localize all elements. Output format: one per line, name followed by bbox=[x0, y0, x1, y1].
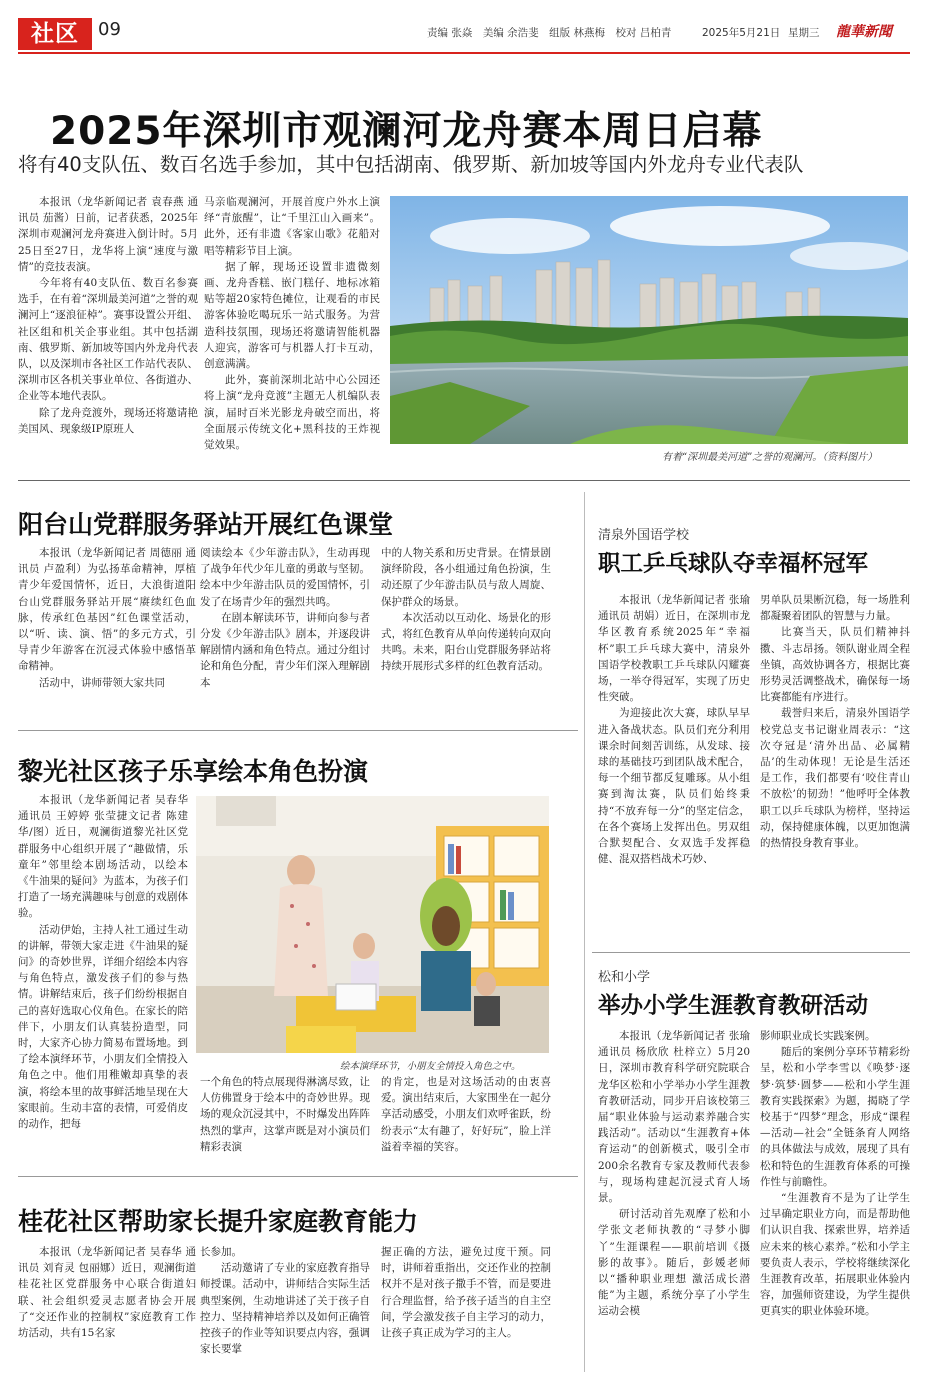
yangtaishan-column-1 bbox=[18, 545, 196, 715]
kids-photo-caption: 绘本演绎环节，小朋友全情投入角色之中。 bbox=[340, 1061, 521, 1072]
article-headline-qingquan: 职工乒乓球队夺幸福杯冠军 bbox=[598, 551, 869, 577]
paragraph: 本报讯（龙华新闻记者 周德丽 通讯员 卢盈利）为弘扬革命精神，厚植青少年爱国情怀，近日，大浪街道阳台山党群服务驿站开展“赓续红色血脉，传承红色基因”红色课堂活动，以“听、读、演、悟”的多元方式，引导青少年游客在沉浸式体验中感悟革命精神。 bbox=[18, 547, 196, 673]
article-headline-liguang: 黎光社区孩子乐享绘本角色扮演 bbox=[18, 757, 369, 786]
lead-column-1 bbox=[18, 194, 198, 464]
paragraph: 长参加。 bbox=[200, 1246, 242, 1258]
lead-column-2 bbox=[204, 194, 380, 464]
paragraph: 比赛当天，队员们精神抖擞、斗志昂扬。领队谢业周全程坐镇，高效协调各方，根据比赛形势灵活调整战术，确保每一场比赛都能有序进行。 bbox=[760, 626, 910, 704]
header-rule bbox=[18, 52, 910, 54]
paragraph: 为迎接此次大赛，球队早早进入备战状态。队员们充分利用课余时间刻苦训练，从发球、接球的基础技巧到团队战术配合，每一个细节都反复雕琢。从小组赛到淘汰赛，队员们始终秉持“不放弃每一分”的坚定信念，在各个赛场上发挥出色。男双组合默契配合、女双选手发挥稳健、混双搭档战术巧妙、 bbox=[598, 707, 750, 866]
page-number: 09 bbox=[98, 19, 121, 40]
paragraph: “生涯教育不是为了让学生过早确定职业方向，而是帮助他们认识自我、探索世界，培养适应未来的核心素养。”松和小学主要负责人表示，学校将继续深化生涯教育改革，拓展职业体验内容，加强师资建设，为学生提供更真实的职业体验环境。 bbox=[760, 1192, 910, 1318]
paragraph: 在剧本解读环节，讲师向参与者分发《少年游击队》剧本，并逐段讲解剧情内涵和角色特点。通过分组讨论和角色分配，青少年们深入理解剧本 bbox=[200, 611, 370, 689]
paragraph: 的肯定，也是对这场活动的由衷喜爱。演出结束后，大家围坐在一起分享活动感受，小朋友们欢呼雀跃，纷纷表示“太有趣了，好好玩”，脸上洋溢着幸福的笑容。 bbox=[381, 1076, 551, 1153]
liguang-column-2 bbox=[200, 1074, 370, 1164]
guihua-column-1 bbox=[18, 1244, 196, 1374]
songhe-column-1 bbox=[598, 1028, 750, 1372]
paragraph: 今年将有40支队伍、数百名参赛选手，在有着“深圳最美河道”之誉的观澜河上“逐浪征棹”。赛事设置公开组、社区组和机关企事业组。其中包括湖南、俄罗斯、新加坡等国内外龙舟代表队，以及深圳市各社区工作站代表队、深圳市区各机关事业单位、各街道办、企业等本地代表队。 bbox=[18, 277, 198, 403]
article-kicker-songhe: 松和小学 bbox=[598, 970, 651, 985]
paragraph: 阅读绘本《少年游击队》，生动再现了战争年代少年儿童的勇敢与坚韧。绘本中少年游击队员的爱国情怀，引发了在场青少年的强烈共鸣。 bbox=[200, 547, 370, 608]
kids-photo bbox=[196, 796, 549, 1053]
paragraph: 本报讯（龙华新闻记者 吴春华 通讯员 刘育灵 包丽娜）近日，观澜街道桂花社区党群服务中心联合街道妇联、社会组织爱灵志愿者协会开展了“交还作业的控制权”家庭教育工作坊活动，共有15名家 bbox=[18, 1246, 196, 1340]
article-kicker-qingquan: 清泉外国语学校 bbox=[598, 528, 690, 543]
section-label: 社区 bbox=[31, 21, 79, 47]
paragraph: 本报讯（龙华新闻记者 张瑜 通讯员 杨欣欣 杜梓立）5月20日，深圳市教育科学研究院联合龙华区松和小学举办小学生涯教育教研活动，同步开启该校第三届“职业体验与运动素养融合实践活动”。活动以“生涯教育+体育运动”的创新模式，吸引全市200余名教育专家及教师代表参与，现场构建起沉浸式育人场景。 bbox=[598, 1030, 750, 1205]
article-headline-songhe: 举办小学生涯教育教研活动 bbox=[598, 993, 869, 1019]
paragraph: 此外，赛前深圳北站中心公园还将上演“龙舟竞渡”主题无人机编队表演，届时百米光影龙舟破空而出，将全面展示传统文化+黑科技的王炸视觉效果。 bbox=[204, 374, 380, 452]
qingquan-column-2 bbox=[760, 592, 910, 892]
paragraph: 活动邀请了专业的家庭教育指导师授课。活动中，讲师结合实际生活典型案例，生动地讲述了关于孩子自控力、坚持精神培养以及如何正确管控孩子的作业等知识要点内容，强调家长要掌 bbox=[200, 1262, 370, 1356]
river-photo bbox=[390, 196, 908, 444]
paragraph: 除了龙舟竞渡外，现场还将邀请艳美国风、现象级IP原班人 bbox=[18, 406, 198, 435]
paragraph: 载誉归来后，清泉外国语学校党总支书记谢业周表示：“这次夺冠是‘清外出品、必属精品’的生动体现！无论是生活还是工作，我们都要有‘咬住青山不放松’的韧劲！”他呼吁全体教职工以乒乓球队为榜样，坚持运动，保持健康体魄，以更加饱满的热情投身教育事业。 bbox=[760, 707, 910, 850]
paragraph: 一个角色的特点展现得淋漓尽致，让人仿佛置身于绘本中的奇妙世界。现场的观众沉浸其中，不时爆发出阵阵热烈的掌声，这掌声既是对小演员们精彩表演 bbox=[200, 1076, 370, 1153]
article-headline-yangtaishan: 阳台山党群服务驿站开展红色课堂 bbox=[18, 510, 394, 539]
qingquan-column-1 bbox=[598, 592, 750, 892]
paragraph: 男单队员果断沉稳，每一场胜利都凝聚着团队的智慧与力量。 bbox=[760, 594, 910, 623]
paragraph: 据了解，现场还设置非遗微刻画、龙舟香糕、嵌门糕仔、地标冰箱贴等超20家特色摊位，让观看的市民游客体验吃喝玩乐一站式服务。为营造科技氛围，现场还将邀请智能机器人迎宾，游客可与机器人打卡互动，创意满满。 bbox=[204, 260, 380, 371]
article-headline-guihua: 桂花社区帮助家长提升家庭教育能力 bbox=[18, 1207, 419, 1236]
paragraph: 本报讯（龙华新闻记者 张瑜 通讯员 胡娟）近日，在深圳市龙华区教育系统2025年“幸福杯”职工乒乓球大赛中，清泉外国语学校教职工乒乓球队闪耀赛场，一举夺得冠军，实现了历史性突破。 bbox=[598, 594, 750, 704]
paragraph: 影师职业成长实践案例。 bbox=[760, 1030, 876, 1042]
paragraph: 本次活动以互动化、场景化的形式，将红色教育从单向传递转向双向共鸣。未来，阳台山党群服务驿站将持续开展形式多样的红色教育活动。 bbox=[381, 611, 551, 673]
lead-subtitle: 将有40支队伍、数百名选手参加，其中包括湖南、俄罗斯、新加坡等国内外龙舟专业代表队 bbox=[18, 153, 804, 176]
paragraph: 活动伊始，主持人社工通过生动的讲解，带领大家走进《牛油果的疑问》的奇妙世界，详细介绍绘本内容与角色特点，激发孩子们的参与热情。讲解结束后，孩子们纷纷根据自己的喜好选取心仪角色。在家长的陪伴下，小朋友们认真装扮造型，同时，大家齐心协力简易布置场地。到了绘本演绎环节，小朋友们全情投入角色之中。他们用稚嫩却真挚的表演，将绘本里的故事鲜活地呈现在大家眼前。生动丰富的表情，可爱俏皮的动作，把每 bbox=[18, 923, 188, 1131]
brand-logo: 龍華新聞 bbox=[836, 24, 892, 40]
issue-date: 2025年5月21日 bbox=[702, 27, 781, 39]
guihua-column-3 bbox=[381, 1244, 551, 1374]
yangtaishan-column-3 bbox=[381, 545, 551, 715]
liguang-column-3 bbox=[381, 1074, 551, 1164]
paragraph: 中的人物关系和历史背景。在情景剧演绎阶段，各小组通过角色扮演，生动还原了少年游击队员与敌人周旋、保护群众的场景。 bbox=[381, 547, 551, 608]
paragraph: 握正确的方法，避免过度干预。同时，讲师着重指出，交还作业的控制权并不是对孩子撒手不管，而是要进行合理监督，给予孩子适当的自主空间，学会激发孩子自主学习的动力，让孩子真正成为学习的主人。 bbox=[381, 1246, 551, 1340]
column-separator bbox=[584, 492, 585, 1372]
section-divider bbox=[18, 1176, 578, 1177]
section-badge bbox=[18, 18, 92, 50]
paragraph: 活动中，讲师带领大家共同 bbox=[39, 676, 165, 689]
section-divider bbox=[18, 730, 578, 731]
guihua-column-2 bbox=[200, 1244, 370, 1374]
liguang-column-1 bbox=[18, 792, 188, 1131]
editor-credits: 责编 张焱 美编 余浩斐 组版 林燕梅 校对 吕柏青 bbox=[427, 27, 672, 39]
river-photo-image bbox=[390, 196, 908, 444]
paragraph: 研讨活动首先观摩了松和小学张文老师执教的“寻梦小脚丫”生涯课程——职前培训《摄影的故事》。随后，彭媛老师以“播种职业理想 激活成长潜能”为主题，系统分享了小学生运动会模 bbox=[598, 1208, 750, 1318]
river-photo-caption: 有着“深圳最美河道”之誉的观澜河。（资料图片） bbox=[662, 452, 878, 463]
section-divider bbox=[18, 480, 910, 481]
kids-photo-image bbox=[196, 796, 549, 1053]
lead-headline: 2025年深圳市观澜河龙舟赛本周日启幕 bbox=[50, 109, 763, 154]
paragraph: 随后的案例分享环节精彩纷呈，松和小学李雪以《唤梦·逐梦·筑梦·圆梦——松和小学生涯教育实践探索》为题，揭晓了学校基于“四梦”理念，形成“课程—活动—社会”全链条育人网络的具体做法与成效，展现了具有松和特色的生涯教育体系的可操作性与前瞻性。 bbox=[760, 1046, 910, 1188]
issue-weekday: 星期三 bbox=[788, 27, 820, 39]
songhe-column-2 bbox=[760, 1028, 910, 1372]
paragraph: 马亲临观澜河，开展首度户外水上演绎“青旅醒”，让“千里江山入画来”。此外，还有非遗《客家山歌》花船对唱等精彩节目上演。 bbox=[204, 196, 380, 257]
section-divider bbox=[592, 952, 910, 953]
paragraph: 本报讯（龙华新闻记者 吴春华 通讯员 王婷婷 张莹捷文记者 陈建华/图）近日，观澜街道黎光社区党群服务中心组织开展了“趣做情，乐童年”邻里绘本剧场活动，以绘本《牛油果的疑问》为蓝本，为孩子们打造了一场充满趣味与创意的戏剧体验。 bbox=[18, 794, 188, 920]
yangtaishan-column-2 bbox=[200, 545, 370, 715]
paragraph: 本报讯（龙华新闻记者 袁春燕 通讯员 茄酱）日前，记者获悉，2025年深圳市观澜河龙舟赛进入倒计时。5月25日至27日，龙华将上演“速度与激情”的竞技表演。 bbox=[18, 196, 198, 273]
